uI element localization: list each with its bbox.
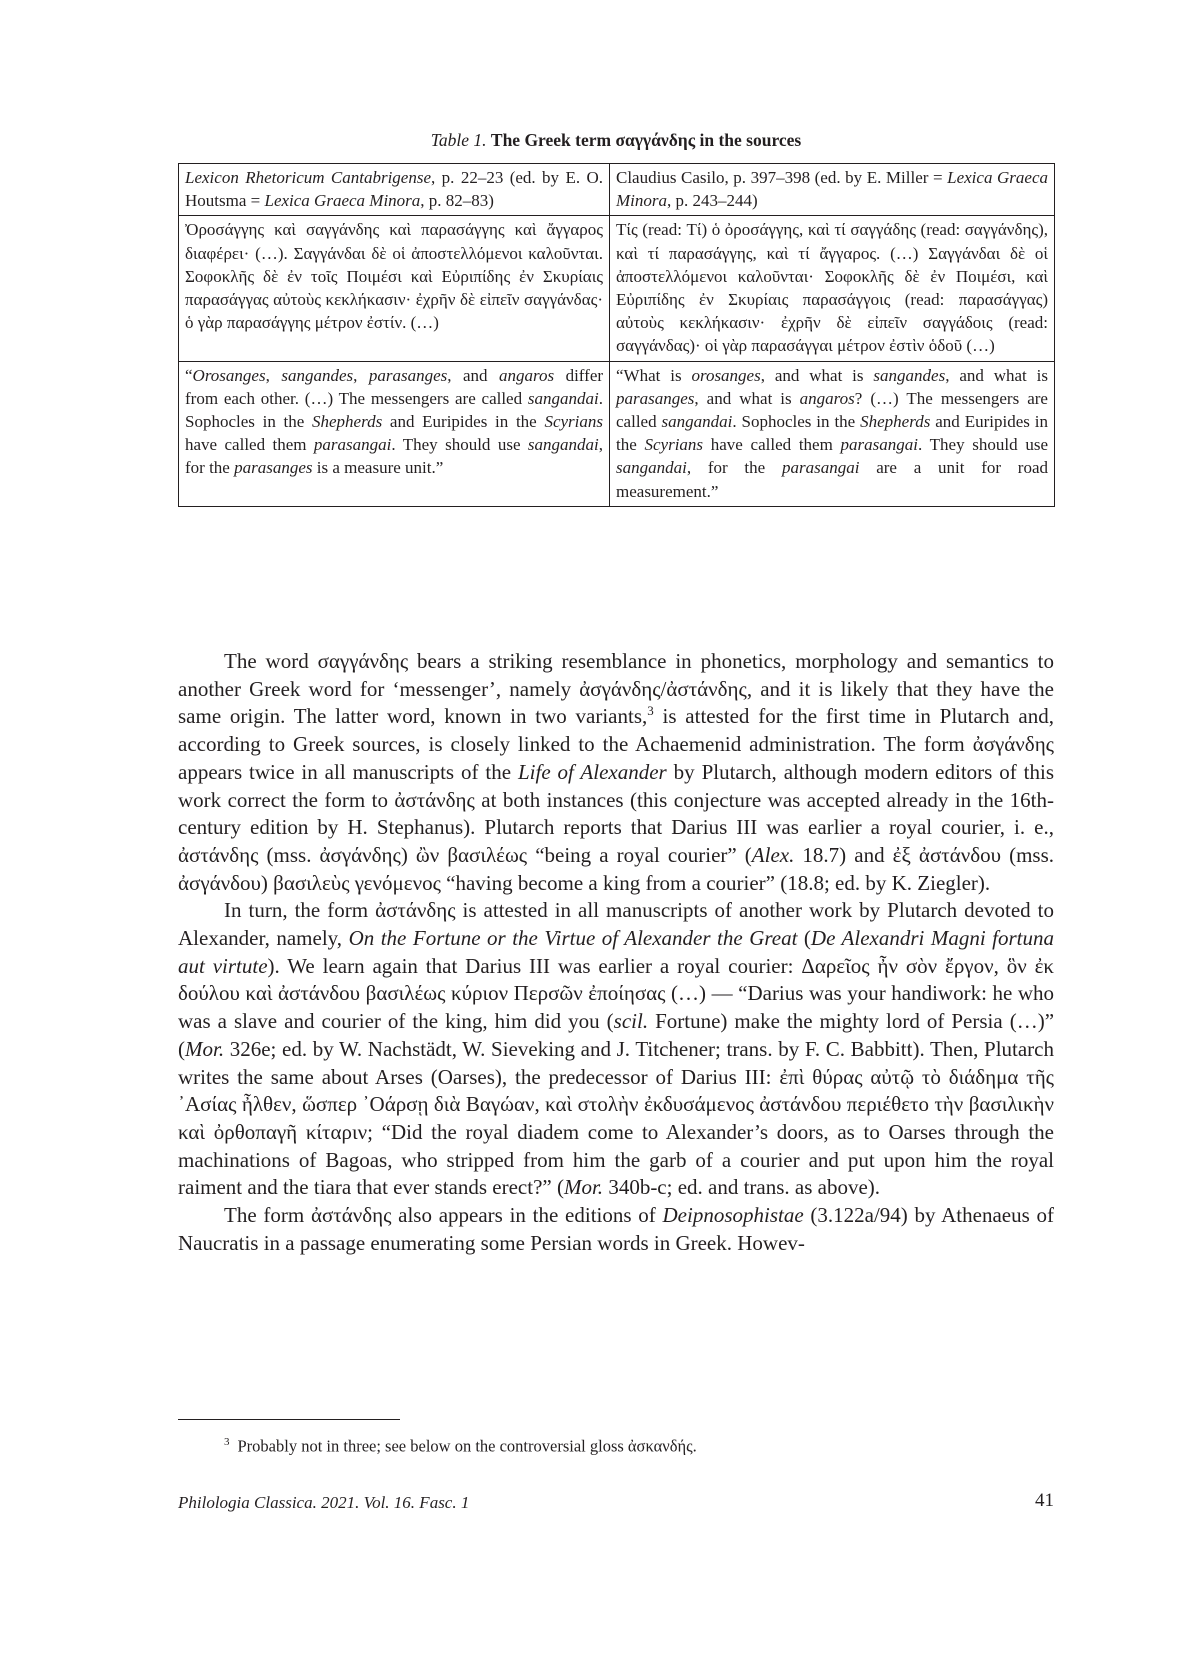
italic-run: Scyrians [644,435,704,455]
text-run: . They should use [918,435,1048,455]
text-run: “ [185,365,193,385]
text-run: 340b-c; ed. and trans. as above). [603,1175,881,1200]
text-run: , for the [686,458,782,478]
table-caption [178,128,1054,152]
italic-run: parasangai [781,458,860,478]
table-cell [179,361,610,506]
text-run: . Sophocles in the [732,412,861,432]
italic-run: scil. [613,1009,649,1034]
italic-run: parasanges [616,388,695,408]
italic-run: Life of Alexander [517,759,667,784]
text-run: , p. 243–244) [667,191,758,211]
text-run: Ὀροσάγγης καὶ σαγγάνδης καὶ παρασάγγης καὶ ἄγγαρος διαφέρει· (…). Σαγγάνδαι δὲ οἱ ἀποστελλόμενοι καλοῦνται. Σοφοκλῆς δὲ ἐν τοῖς Ποιμέσι καὶ Εὐριπίδης ἐν Σκυρίαις παρασάγγας αὐτοὺς κεκλήκασιν· ἐχρῆν δὲ εἰπεῖν σαγγάνδας· ὁ γὰρ παρασάγγης μέτρον ἐστίν. (…) [185,220,603,333]
italic-run: Lexica Graeca Minora [264,191,421,211]
italic-run: Shepherds [860,412,931,432]
footer-journal: Philologia Classica. 2021. Vol. 16. Fasc. 1 [178,1493,470,1512]
italic-run: angaros [499,365,555,385]
italic-run: De Alexandri Magni fortuna aut virtute [178,926,1055,978]
footnote [224,1431,1054,1458]
italic-run: sangandai [527,435,599,455]
italic-run: sangandai [527,388,599,408]
italic-run: Shepherds [312,412,383,432]
table-row [179,216,1055,361]
paragraph [178,648,1054,897]
text-run: , p. 22–23 (ed. by E. O. Houtsma = [185,168,603,211]
italic-run: sangandai [616,458,687,478]
footnote-divider [178,1419,400,1420]
footnote-marker: 3 [224,1436,230,1448]
footnote-ref: 3 [647,703,654,719]
text-run: In turn, the form ἀστάνδης is attested in all manuscripts of another work by Plutarch devoted to Alexander, namely, [178,898,1054,951]
text-run: , and [447,365,499,385]
table-cell [610,361,1055,506]
italic-run: parasangai [840,435,918,455]
text-run: , p. 82–83) [420,191,494,211]
italic-run: On the Fortune or the Virtue of Alexander the Great [348,926,798,951]
paragraph [178,1202,1054,1257]
italic-run: Mor. [185,1036,225,1061]
italic-run: parasanges [368,365,448,385]
text-run: ? (…) The messengers are called [616,388,1048,432]
italic-run: Alex. [751,842,795,867]
table-cell [179,216,610,361]
text-run: “What is [616,365,692,385]
text-run: Claudius Casilo, p. 397–398 (ed. by E. Miller = [616,168,948,187]
page-number: 41 [1035,1490,1054,1511]
italic-run: sangandai [661,412,733,432]
footnote-text: Probably not in three; see below on the controversial gloss ἀσκανδής. [237,1436,697,1456]
italic-run: angaros [799,388,855,408]
text-run: ). We learn again that Darius III was earlier a royal courier: Δαρεῖος ἦν σὸν ἔργον, ὃν ἐκ δούλου καὶ ἀστάνδου βασιλέως κύριον Περσῶν ἐποίησας (…) — “Darius was your handiwork: he who was a slave and courier of the king, him did you ( [178,953,1054,1034]
text-run: , for the [185,435,603,478]
text-run: Fortune) make the mighty lord of Persia (…)” ( [178,1009,1055,1061]
italic-run: sangandes [281,365,354,385]
italic-run: parasangai [313,435,392,455]
text-run: have called them [703,435,841,455]
text-run: differ from each other. (…) The messengers are called [185,365,604,408]
text-run: , [353,365,369,385]
table-cell [610,164,1055,216]
text-run: , and what is [760,365,874,385]
text-run: is a measure unit.” [312,458,444,478]
text-run: 18.7) and ἐξ ἀστάνδου (mss. ἀσγάνδου) βασιλεὺς γενόμενος “having become a king from a courier” (18.8; ed. by K. Ziegler). [178,842,1054,895]
paragraph [178,897,1054,1202]
italic-run: Mor. [563,1175,604,1200]
text-run: , and what is [945,365,1048,385]
text-run: are a unit for road measurement.” [616,458,1048,501]
text-run: ( [797,926,811,951]
text-run: and Euripides in the [382,412,545,432]
text-run: have called them [185,435,314,455]
italic-run: Lexicon Rhetoricum Cantabrigense [185,168,432,187]
table-cell [179,164,610,216]
italic-run: Orosanges [192,365,266,385]
text-run: (3.122a/94) by Athenaeus of Naucratis in a passage enumerating some Persian words in Greek. Howev- [178,1203,1054,1255]
text-run: and Euripides in the [616,412,1048,455]
italic-run: orosanges [691,365,761,385]
text-run: . Sophocles in the [185,388,603,432]
text-run: The form ἀστάνδης also appears in the editions of [224,1203,663,1228]
text-run: . They should use [391,435,528,455]
table-row [179,361,1055,506]
table-cell [610,216,1055,361]
italic-run: sangandes [873,365,946,385]
text-run: , and what is [694,388,800,408]
table-caption-label: Table 1. [430,130,487,150]
table-caption-title: The Greek term σαγγάνδης in the sources [490,130,802,150]
body-text [178,648,1054,1257]
text-run: The word σαγγάνδης bears a striking resemblance in phonetics, morphology and semantics to another Greek word for ‘messenger’, namely ἀσγάνδης/ἀστάνδης, and it is likely that they have the same origin. The latter word, known in two variants, [178,649,1054,729]
text-run: 326e; ed. by W. Nachstädt, W. Sieveking and J. Titchener; trans. by F. C. Babbitt). Then, Plutarch writes the same about Arses (Oarses), the predecessor of Darius III: ἐπὶ θύρας αὐτῷ τὸ διάδημα τῆς ᾿Ασίας ἦλθεν, ὥσπερ ᾿Οάρσῃ διὰ Βαγώαν, καὶ στολὴν ἐκδυσάμενος ἀστάνδου περιέθετο τὴν βασιλικὴν καὶ ὀρθοπαγῆ κίταριν; “Did the royal diadem come to Alexander’s doors, as to Oarses through the machinations of Bagoas, who stripped from him the garb of a courier and put upon him the royal raiment and the tiara that ever stands erect?” ( [178,1036,1054,1200]
sources-table [178,163,1055,507]
text-run: Τίς (read: Τί) ὁ ὀροσάγγης, καὶ τί σαγγάδης (read: σαγγάνδης), καὶ τί παρασάγγης, καὶ τί ἄγγαρος. (…) Σαγγάνδαι δὲ οἱ ἀποστελλόμενοι καλοῦνται· Σοφοκλῆς δὲ ἐν Ποιμέσι, καὶ Εὐριπίδης ἐν Σκυρίαις παρασάγγοις (read: παρασάγγας) αὐτοὺς κεκλήκασιν· ἐχρῆν δὲ εἰπεῖν σαγγάδοις (read: σαγγάνδας)· οἱ γὰρ παρασάγγαι μέτρον ἐστὶν ὁδοῦ (…) [616,220,1048,356]
text-run: is attested for the first time in Plutarch and, according to Greek sources, is closely linked to the Achaemenid administration. The form ἀσγάνδης appears twice in all manuscripts of the [178,704,1054,784]
italic-run: Scyrians [544,412,603,432]
italic-run: Deipnosophistae [662,1203,804,1228]
table-row [179,164,1055,216]
text-run: by Plutarch, although modern editors of this work correct the form to ἀστάνδης at both instances (this conjecture was accepted already in the 16th-century edition by H. Stephanus). Plutarch reports that Darius III was earlier a royal courier, i. e., ἀστάνδης (mss. ἀσγάνδης) ὢν βασιλέως “being a royal courier” ( [178,759,1055,867]
italic-run: parasanges [234,458,313,478]
italic-run: Lexica Graeca Minora [616,168,1048,211]
text-run: , [265,365,282,385]
